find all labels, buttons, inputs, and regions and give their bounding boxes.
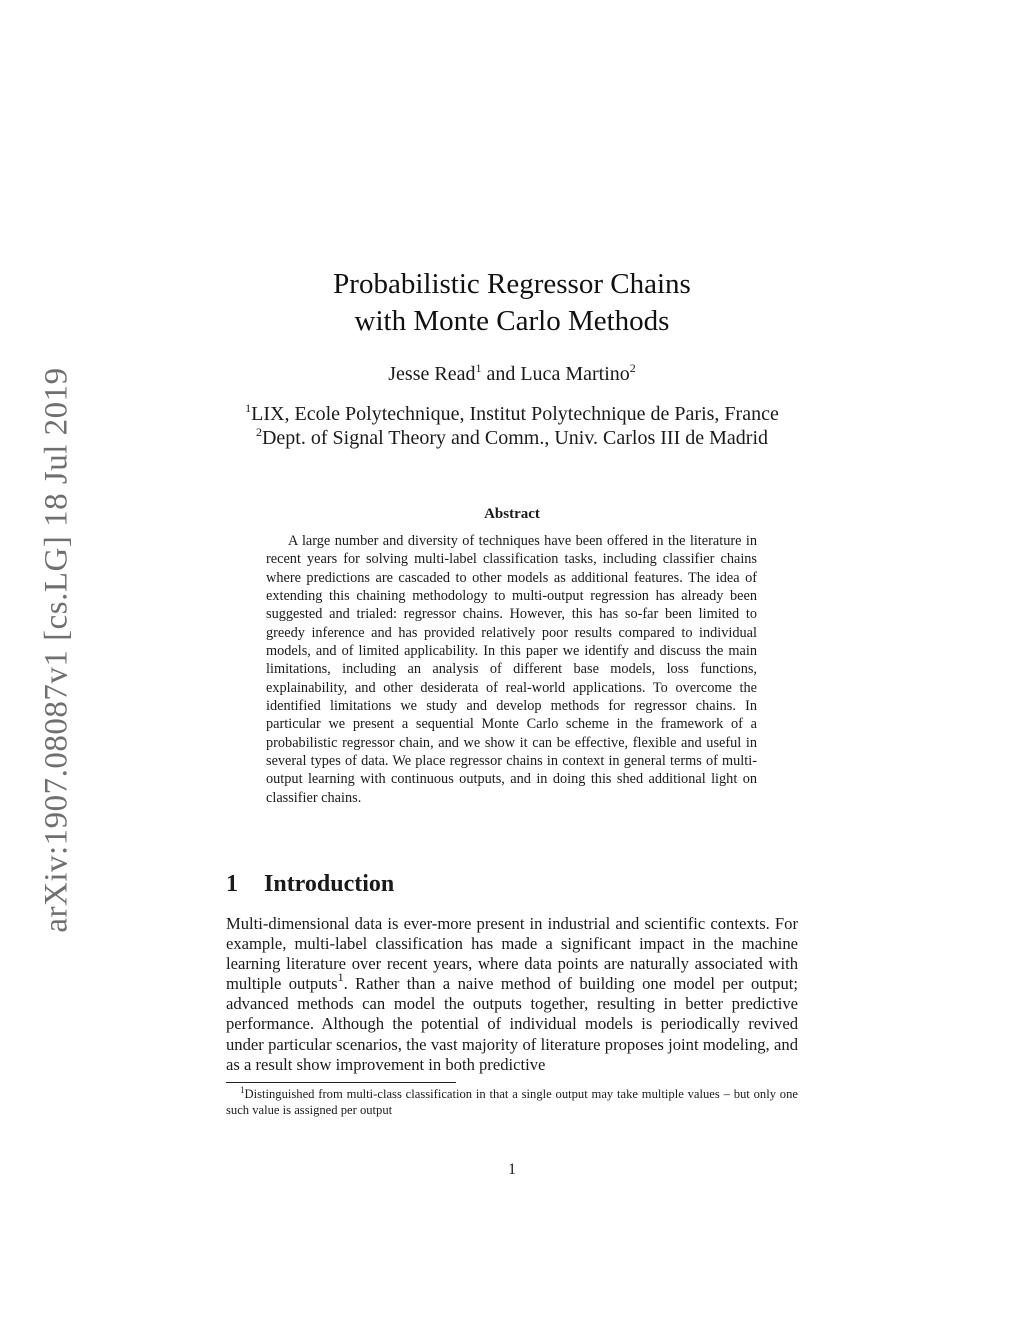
affiliation-1 — [160, 402, 864, 426]
title-line-2: with Monte Carlo Methods — [354, 305, 670, 337]
affiliation-mark: 2 — [255, 425, 262, 439]
footnote — [226, 1086, 798, 1118]
page-number: 1 — [508, 1161, 516, 1178]
section-title: Introduction — [264, 871, 395, 897]
footnote-divider — [226, 1082, 456, 1083]
affiliation-text: LIX, Ecole Polytechnique, Institut Polytechnique de Paris, France — [251, 403, 779, 425]
affiliation-mark: 1 — [245, 401, 252, 415]
author-name: Jesse Read — [388, 363, 476, 385]
footnote-text: Distinguished from multi-class classification in that a single output may take multiple values – but only one such value is assigned per output — [226, 1087, 798, 1117]
title-line-1: Probabilistic Regressor Chains — [333, 268, 691, 300]
author-name: Luca Martino — [520, 363, 630, 385]
affiliation-text: Dept. of Signal Theory and Comm., Univ. Carlos III de Madrid — [261, 427, 769, 449]
author-connector: and — [486, 363, 516, 385]
abstract-text: A large number and diversity of techniques have been offered in the literature in recent years for solving multi-label classification tasks, including classifier chains where predictions are cascaded to other models as additional features. The idea of extending this chaining methodology to multi-output regression has already been suggested and trialed: regressor chains. However, this has so-far been limited to greedy inference and has provided relatively poor results compared to individual models, and of limited applicability. In this paper we identify and discuss the main limitations, including an analysis of different base models, loss functions, explainability, and other desiderata of real-world applications. To overcome the identified limitations we study and develop methods for regressor chains. In particular we present a sequential Monte Carlo scheme in the framework of a probabilistic regressor chain, and we show it can be effective, flexible and useful in several types of data. We place regressor chains in context in general terms of multi-output learning with continuous outputs, and in doing this shed additional light on classifier chains. — [266, 533, 757, 806]
introduction-paragraph — [226, 914, 798, 1075]
affiliation-mark: 1 — [475, 361, 482, 375]
section-heading-introduction — [226, 871, 394, 898]
paragraph-text: Multi-dimensional data is ever-more present in industrial and scientific contexts. For example, multi-label classification has made a significant impact in the machine learning literature over recent years, where data points are naturally associated with multiple outputs — [226, 914, 798, 994]
affiliation-2 — [160, 426, 864, 450]
paper-title — [200, 266, 824, 340]
paragraph-text: . Rather than a naive method of building one model per output; advanced methods can model the outputs together, resulting in better predictive performance. Although the potential of individual models is periodically revived under particular scenarios, the vast majority of literature proposes joint modeling, and as a result show improvement in both predictive — [226, 974, 798, 1074]
footnote-reference[interactable]: 1 — [337, 970, 344, 985]
author-list — [200, 361, 824, 387]
affiliation-mark: 2 — [629, 361, 636, 375]
section-number: 1 — [226, 871, 238, 897]
footnote-mark: 1 — [240, 1085, 245, 1095]
abstract-heading: Abstract — [484, 506, 540, 522]
arxiv-identifier-stamp[interactable]: arXiv:1907.08087v1 [cs.LG] 18 Jul 2019 — [38, 367, 75, 933]
